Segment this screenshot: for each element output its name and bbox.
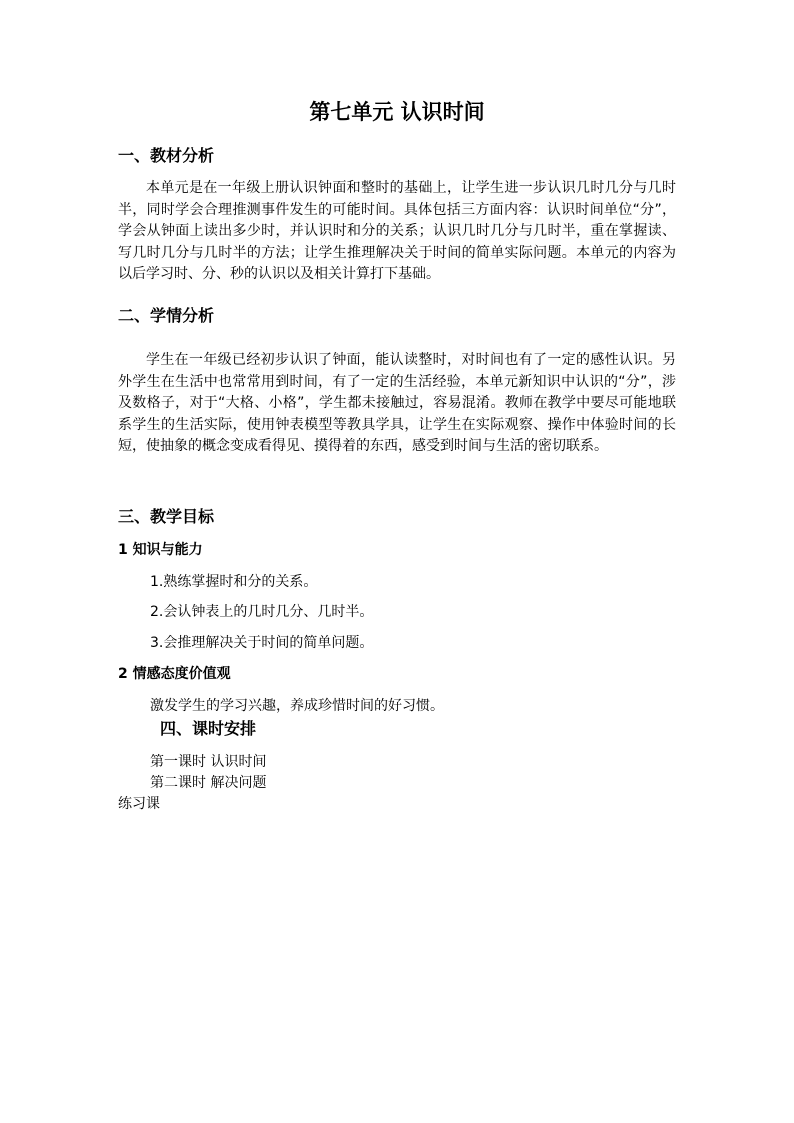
schedule-line-2: 第二课时 解决问题 xyxy=(150,775,267,791)
attitude-values-text: 激发学生的学习兴趣，养成珍惜时间的好习惯。 xyxy=(150,698,444,714)
subheading-attitude-values: 2 情感态度价值观 xyxy=(118,666,231,682)
section-heading-student-analysis: 二、学情分析 xyxy=(118,306,215,325)
schedule-line-3: 练习课 xyxy=(118,796,160,812)
schedule-line-1: 第一课时 认识时间 xyxy=(150,754,267,770)
goal-item-3: 3.会推理解决关于时间的简单问题。 xyxy=(150,635,374,651)
section-heading-textbook-analysis: 一、教材分析 xyxy=(118,146,215,165)
goal-item-1: 1.熟练掌握时和分的关系。 xyxy=(150,574,318,590)
section-heading-teaching-goals: 三、教学目标 xyxy=(118,507,215,526)
section-heading-lesson-schedule: 四、课时安排 xyxy=(160,719,257,738)
subheading-knowledge-ability: 1 知识与能力 xyxy=(118,542,203,558)
student-analysis-paragraph: 学生在一年级已经初步认识了钟面，能认读整时，对时间也有了一定的感性认识。另外学生在生活中也常常用到时间，有了一定的生活经验，本单元新知识中认识的“分”，涉及数格子，对于“大格、小格”，学生都未接触过，容易混淆。教师在教学中要尽可能地联系学生的生活实际，使用钟表模型等教具学具，让学生在实际观察、操作中体验时间的长短，使抽象的概念变成看得见、摸得着的东西，感受到时间与生活的密切联系。 xyxy=(118,352,676,454)
textbook-analysis-paragraph: 本单元是在一年级上册认识钟面和整时的基础上，让学生进一步认识几时几分与几时半，同时学会合理推测事件发生的可能时间。具体包括三方面内容：认识时间单位“分”，学会从钟面上读出多少时，并认识时和分的关系；认识几时几分与几时半，重在掌握读、写几时几分与几时半的方法；让学生推理解决关于时间的简单实际问题。本单元的内容为以后学习时、分、秒的认识以及相关计算打下基础。 xyxy=(118,180,676,282)
document-title: 第七单元 认识时间 xyxy=(309,100,485,124)
goal-item-2: 2.会认钟表上的几时几分、几时半。 xyxy=(150,604,374,620)
